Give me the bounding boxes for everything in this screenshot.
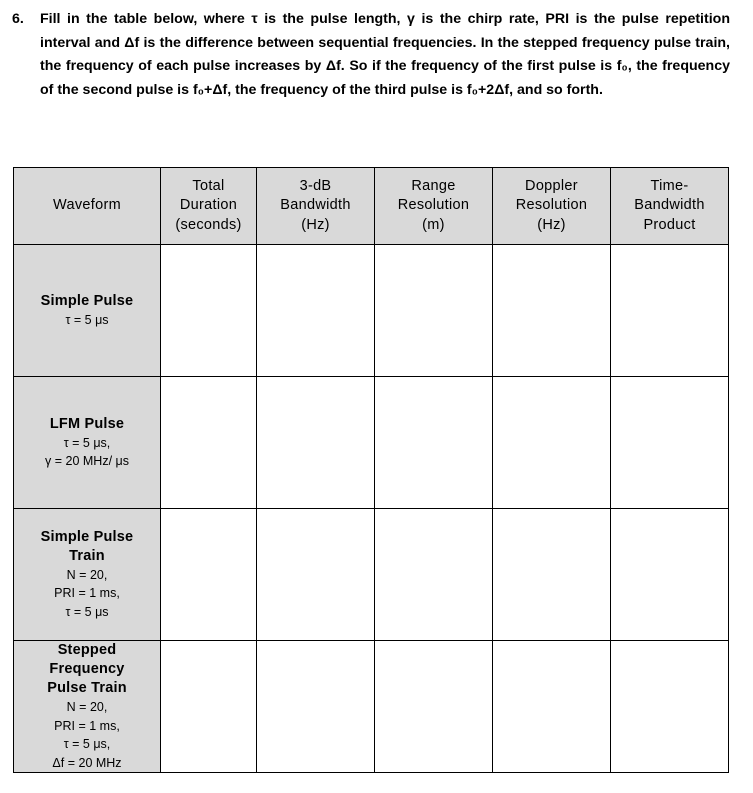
header-line: Product	[643, 216, 696, 233]
answer-cell-total-duration[interactable]	[161, 377, 257, 509]
question-block	[12, 8, 730, 102]
waveform-param: τ = 5 μs,	[63, 435, 111, 450]
header-line: Range	[411, 177, 456, 194]
header-line: Resolution	[397, 197, 470, 214]
table-row-simple-pulse-train	[14, 509, 729, 641]
waveform-name: Simple Pulse	[40, 528, 134, 545]
answer-cell-bandwidth[interactable]	[257, 377, 375, 509]
header-line: Resolution	[515, 197, 588, 214]
answer-cell-time-bandwidth[interactable]	[611, 245, 729, 377]
waveform-name: Pulse Train	[47, 680, 127, 696]
waveform-cell	[14, 509, 161, 641]
table-row-lfm-pulse	[14, 377, 729, 509]
answer-cell-time-bandwidth[interactable]	[611, 509, 729, 641]
waveform-param: τ = 5 μs	[65, 604, 109, 619]
waveform-param: N = 20,	[66, 700, 108, 714]
table-header-row	[14, 168, 729, 245]
header-line: (Hz)	[537, 216, 566, 233]
header-waveform	[14, 168, 161, 245]
header-line: 3-dB	[299, 177, 332, 194]
header-line: Time-	[650, 177, 689, 194]
question-text: Fill in the table below, where τ is the pulse length, γ is the chirp rate, PRI is the pulse repetition interval and Δf is the difference between sequential frequencies. In the stepped frequency pulse train, the frequency of each pulse increases by Δf. So if the frequency of the first pulse is f₀, the frequency of the second pulse is f₀+Δf, the frequency of the third pulse is f₀+2Δf, and so forth.	[40, 11, 730, 98]
answer-cell-range-resolution[interactable]	[375, 245, 493, 377]
waveform-cell	[14, 641, 161, 773]
waveform-param: PRI = 1 ms,	[54, 718, 120, 733]
waveform-name: Frequency	[49, 661, 125, 677]
answer-cell-doppler-resolution[interactable]	[493, 245, 611, 377]
answer-cell-range-resolution[interactable]	[375, 641, 493, 773]
table-row-simple-pulse	[14, 245, 729, 377]
answer-cell-total-duration[interactable]	[161, 641, 257, 773]
answer-cell-bandwidth[interactable]	[257, 509, 375, 641]
answer-cell-doppler-resolution[interactable]	[493, 509, 611, 641]
question-number: 6.	[12, 11, 24, 27]
waveform-param: τ = 5 μs	[65, 312, 109, 327]
header-line: Total	[192, 177, 225, 194]
answer-cell-doppler-resolution[interactable]	[493, 377, 611, 509]
header-3db-bandwidth	[257, 168, 375, 245]
header-line: Doppler	[525, 177, 578, 194]
waveform-cell	[14, 245, 161, 377]
answer-cell-range-resolution[interactable]	[375, 509, 493, 641]
waveform-name: Train	[69, 547, 105, 564]
waveform-table	[13, 167, 729, 773]
waveform-name: Stepped	[57, 642, 117, 658]
waveform-cell	[14, 377, 161, 509]
header-line: (seconds)	[175, 216, 242, 233]
header-line: Duration	[179, 197, 238, 214]
header-line: (m)	[422, 216, 445, 233]
header-line: (Hz)	[301, 216, 330, 233]
waveform-param: γ = 20 MHz/ μs	[45, 454, 129, 468]
header-doppler-resolution	[493, 168, 611, 245]
answer-cell-time-bandwidth[interactable]	[611, 377, 729, 509]
waveform-name: Simple Pulse	[40, 292, 134, 309]
waveform-param: N = 20,	[66, 567, 108, 582]
table-row-stepped-frequency-pulse-train	[14, 641, 729, 773]
answer-cell-time-bandwidth[interactable]	[611, 641, 729, 773]
waveform-param: PRI = 1 ms,	[54, 586, 120, 601]
header-line: Bandwidth	[634, 197, 705, 214]
answer-cell-total-duration[interactable]	[161, 245, 257, 377]
header-time-bandwidth-product	[611, 168, 729, 245]
header-line: Waveform	[53, 197, 121, 214]
waveform-param: τ = 5 μs,	[63, 737, 111, 751]
answer-cell-total-duration[interactable]	[161, 509, 257, 641]
header-line: Bandwidth	[280, 197, 351, 214]
waveform-name: LFM Pulse	[49, 415, 125, 432]
answer-cell-doppler-resolution[interactable]	[493, 641, 611, 773]
answer-cell-range-resolution[interactable]	[375, 377, 493, 509]
answer-cell-bandwidth[interactable]	[257, 641, 375, 773]
answer-cell-bandwidth[interactable]	[257, 245, 375, 377]
header-range-resolution	[375, 168, 493, 245]
header-total-duration	[161, 168, 257, 245]
waveform-param: Δf = 20 MHz	[52, 755, 122, 770]
